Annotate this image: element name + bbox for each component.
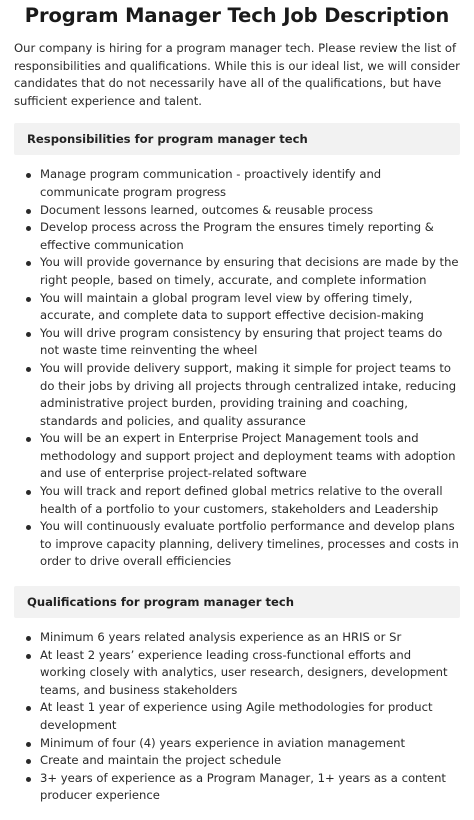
list-item: At least 1 year of experience using Agile methodologies for product development: [14, 699, 460, 734]
bullet-icon: [26, 261, 31, 266]
responsibilities-heading: Responsibilities for program manager tech: [14, 123, 460, 155]
list-item: Minimum 6 years related analysis experience as an HRIS or Sr: [14, 629, 460, 647]
bullet-icon: [26, 654, 31, 659]
bullet-icon: [26, 490, 31, 495]
qualifications-list: [14, 629, 460, 805]
bullet-icon: [26, 297, 31, 302]
bullet-icon: [26, 209, 31, 214]
bullet-icon: [26, 173, 31, 178]
list-item: You will be an expert in Enterprise Project Management tools and methodology and support project and deployment teams with adoption and use of enterprise project-related software: [14, 430, 460, 483]
list-item: Document lessons learned, outcomes & reusable process: [14, 202, 460, 220]
bullet-icon: [26, 437, 31, 442]
list-item: Create and maintain the project schedule: [14, 752, 460, 770]
bullet-icon: [26, 742, 31, 747]
intro-paragraph: Our company is hiring for a program manager tech. Please review the list of responsibilities and qualifications. While this is our ideal list, we will consider candidates that do not necessarily have all of the qualifications, but have sufficient experience and talent.: [14, 41, 460, 108]
bullet-icon: [26, 706, 31, 711]
bullet-icon: [26, 759, 31, 764]
bullet-icon: [26, 332, 31, 337]
list-item: 3+ years of experience as a Program Manager, 1+ years as a content producer experience: [14, 770, 460, 805]
bullet-icon: [26, 636, 31, 641]
responsibilities-list: [14, 166, 460, 571]
qualifications-heading: Qualifications for program manager tech: [14, 586, 460, 618]
bullet-icon: [26, 226, 31, 231]
page-title: Program Manager Tech Job Description: [24, 4, 450, 27]
list-item: You will track and report defined global metrics relative to the overall health of a portfolio to your customers, stakeholders and Leadership: [14, 483, 460, 518]
bullet-icon: [26, 525, 31, 530]
list-item: Minimum of four (4) years experience in aviation management: [14, 735, 460, 753]
list-item: You will provide delivery support, making it simple for project teams to do their jobs by driving all projects through centralized intake, reducing administrative project burden, providing training and coaching, standards and policies, and quality assurance: [14, 360, 460, 430]
list-item: You will maintain a global program level view by offering timely, accurate, and complete data to support effective decision-making: [14, 290, 460, 325]
list-item: Manage program communication - proactively identify and communicate program progress: [14, 166, 460, 201]
list-item: You will continuously evaluate portfolio performance and develop plans to improve capacity planning, delivery timelines, processes and costs in order to drive overall efficiencies: [14, 518, 460, 571]
list-item: At least 2 years’ experience leading cross-functional efforts and working closely with analytics, user research, designers, development teams, and business stakeholders: [14, 647, 460, 700]
list-item: You will provide governance by ensuring that decisions are made by the right people, based on timely, accurate, and complete information: [14, 254, 460, 289]
bullet-icon: [26, 367, 31, 372]
bullet-icon: [26, 777, 31, 782]
list-item: You will drive program consistency by ensuring that project teams do not waste time reinventing the wheel: [14, 325, 460, 360]
list-item: Develop process across the Program the ensures timely reporting & effective communication: [14, 219, 460, 254]
